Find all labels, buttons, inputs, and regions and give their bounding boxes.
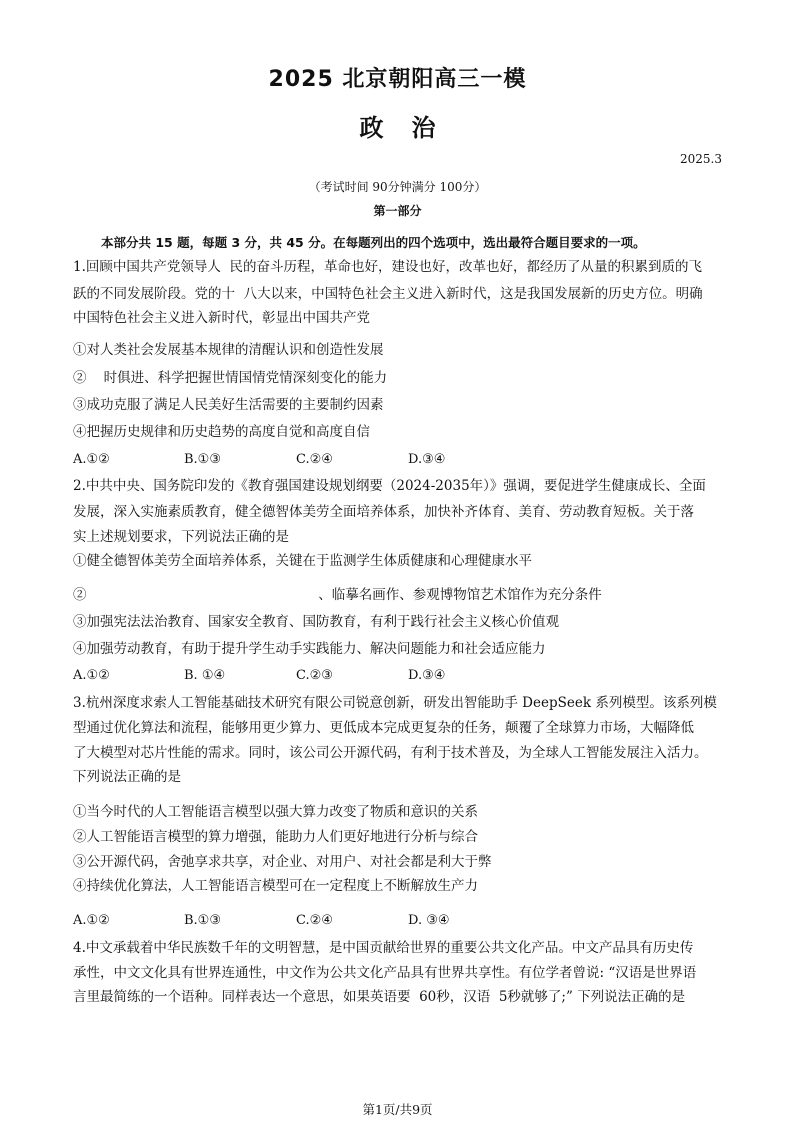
q2-option-c: C.②③: [296, 668, 333, 683]
q2-stem-line: 2.中共中央、国务院印发的《教育强国建设规划纲要（2024-2035年）》强调，要促进学生健康成长、全面: [73, 478, 706, 494]
q3-item: ②人工智能语言模型的算力增强，能助力人们更好地进行分析与综合: [73, 829, 478, 845]
exam-date: 2025.3: [680, 152, 722, 166]
instructions: 本部分共 15 题，每题 3 分，共 45 分。在每题列出的四个选项中，选出最符合题目要求的一项。: [101, 235, 646, 250]
q1-option-a: A.①②: [73, 452, 110, 467]
q2-option-b: B. ①④: [184, 668, 226, 683]
q1-stem-line: 跃的不同发展阶段。党的十 八大以来，中国特色社会主义进入新时代，这是我国发展新的历史方位。明确: [73, 286, 703, 302]
q3-stem-line: 了大模型对芯片性能的需求。同时，该公司公开源代码，有利于技术普及，为全球人工智能发展注入活力。: [73, 745, 708, 761]
q1-stem-line: 中国特色社会主义进入新时代，彰显出中国共产党: [73, 310, 370, 326]
q2-item: ② 、临摹名画作、参观博物馆艺术馆作为充分条件: [73, 587, 602, 603]
q4-stem-line: 承性，中文文化具有世界连通性，中文作为公共文化产品具有世界共享性。有位学者曾说: “汉语是世界语: [73, 965, 697, 981]
q3-option-c: C.②④: [296, 913, 333, 928]
q3-stem-line: 型通过优化算法和流程，能够用更少算力、更低成本完成更复杂的任务，颠覆了全球算力市场，大幅降低: [73, 720, 694, 736]
q3-item: ③公开源代码，舍弛享求共享，对企业、对用户、对社会都是利大于弊: [73, 854, 492, 870]
q2-option-a: A.①②: [73, 668, 110, 683]
subject-title: 政治: [359, 114, 464, 142]
q1-options: [73, 451, 445, 469]
q2-option-d: D.③④: [408, 668, 446, 683]
q3-stem-line: 下列说法正确的是: [73, 769, 181, 785]
q1-option-b: B.①③: [184, 452, 221, 467]
q3-options: [73, 912, 450, 930]
page-number: 第1页/共9页: [362, 1102, 433, 1117]
q1-item: ③成功克服了满足人民美好生活需要的主要制约因素: [73, 397, 384, 413]
exam-title: 2025 北京朝阳高三一模: [268, 67, 527, 92]
q4-stem-line: 言里最简练的一个语种。同样表达一个意思，如果英语要 60秒，汉语 5秒就够了;” 下列说法正确的是: [73, 989, 686, 1005]
q1-item: ② 时俱进、科学把握世情国情党情深刻变化的能力: [73, 370, 388, 386]
q1-item: ①对人类社会发展基本规律的清醒认识和创造性发展: [73, 342, 384, 358]
exam-info: （考试时间 90分钟满分 100分）: [308, 180, 487, 194]
q2-item: ③加强宪法法治教育、国家安全教育、国防教育，有利于践行社会主义核心价值观: [73, 614, 559, 630]
q3-stem-line: 3.杭州深度求索人工智能基础技术研究有限公司锐意创新，研发出智能助手 DeepSeek 系列模型。该系列模: [73, 695, 717, 711]
q4-stem-line: 4.中文承载着中华民族数千年的文明智慧，是中国贡献给世界的重要公共文化产品。中文产品具有历史传: [73, 940, 694, 956]
q2-stem-line: 发展，深入实施素质教育，健全德智体美劳全面培养体系，加快补齐体育、美育、劳动教育短板。关于落: [73, 504, 694, 520]
q3-item: ④持续优化算法，人工智能语言模型可在一定程度上不断解放生产力: [73, 878, 478, 894]
q2-options: [73, 667, 445, 685]
q1-stem-line: 1.回顾中国共产党领导人 民的奋斗历程，革命也好，建设也好，改革也好，都经历了从量的积累到质的飞: [73, 259, 702, 275]
q3-option-d: D. ③④: [408, 913, 450, 928]
q3-option-a: A.①②: [73, 913, 110, 928]
q3-option-b: B.①③: [184, 913, 221, 928]
q1-item: ④把握历史规律和历史趋势的高度自觉和高度自信: [73, 424, 370, 440]
part-title: 第一部分: [373, 204, 422, 218]
q3-item: ①当今时代的人工智能语言模型以强大算力改变了物质和意识的关系: [73, 804, 478, 820]
q2-item: ①健全德智体美劳全面培养体系，关键在于监测学生体质健康和心理健康水平: [73, 553, 532, 569]
q2-item: ④加强劳动教育，有助于提升学生动手实践能力、解决问题能力和社会适应能力: [73, 641, 546, 657]
q1-option-d: D.③④: [408, 452, 446, 467]
q1-option-c: C.②④: [296, 452, 333, 467]
q2-stem-line: 实上述规划要求，下列说法正确的是: [73, 529, 289, 545]
